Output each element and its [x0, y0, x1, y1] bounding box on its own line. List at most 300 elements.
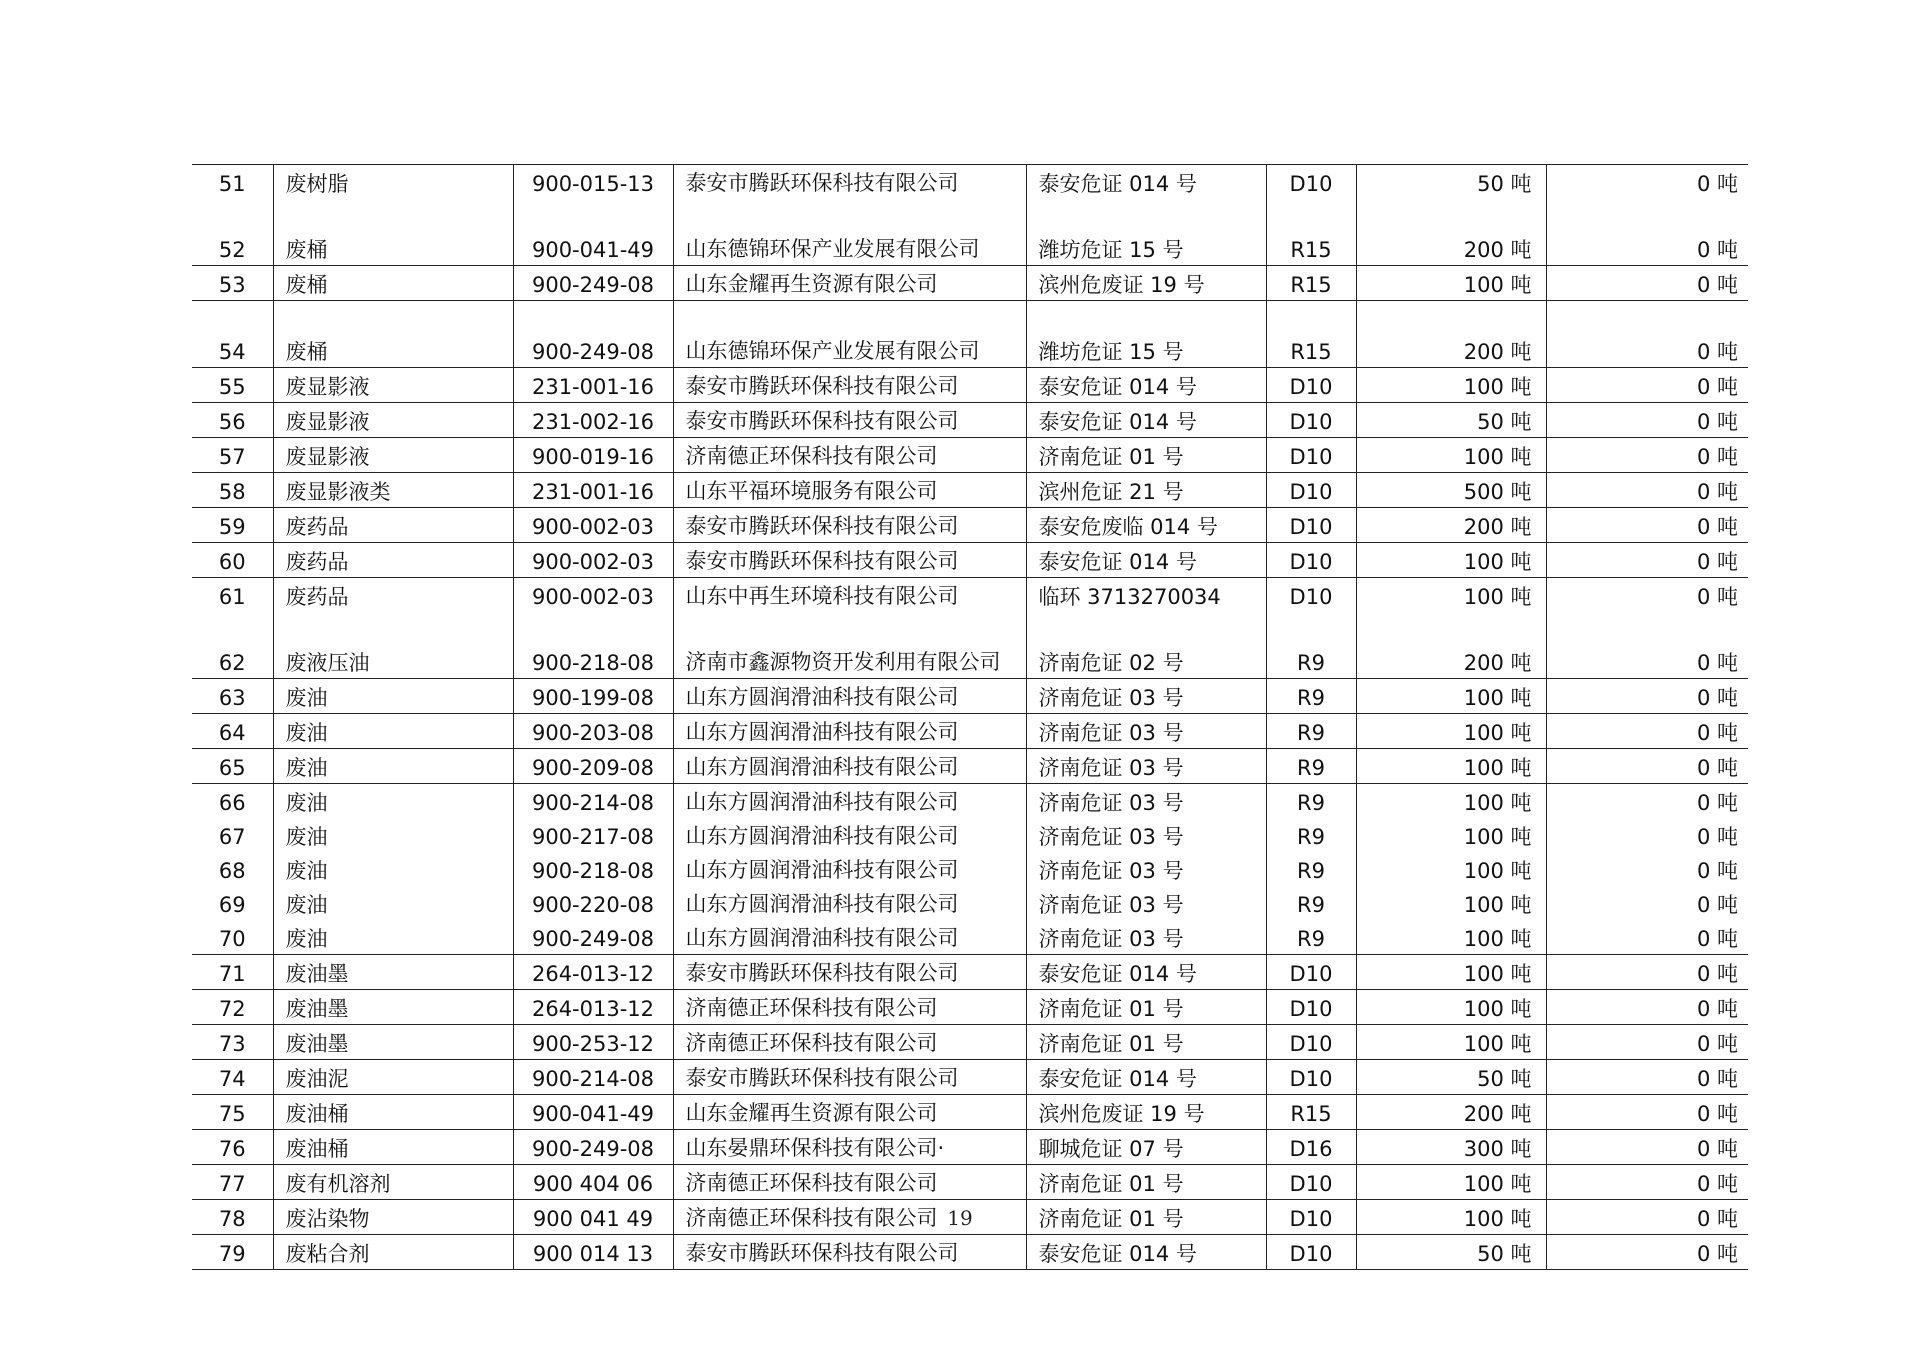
disposal-method-cell — [1266, 1095, 1356, 1130]
row-number: 71 — [218, 962, 246, 986]
license-number: 潍坊危证 15 号 — [1038, 340, 1184, 364]
disposal-method: R9 — [1297, 721, 1325, 745]
license-number: 济南危证 03 号 — [1038, 859, 1184, 883]
disposal-company: 山东德锦环保产业发展有限公司 — [685, 237, 980, 261]
disposal-company: 泰安市腾跃环保科技有限公司 — [685, 961, 959, 985]
waste-code: 900 404 06 — [532, 1172, 654, 1196]
license-number: 泰安危证 014 号 — [1038, 550, 1197, 574]
amount-cell — [1356, 473, 1546, 508]
disposal-company: 济南德正环保科技有限公司 — [685, 1206, 938, 1230]
waste-code-cell — [513, 886, 673, 920]
disposal-company-cell — [673, 403, 1026, 438]
waste-name-cell — [273, 543, 513, 578]
waste-code-cell — [513, 990, 673, 1025]
amount-cell — [1356, 1165, 1546, 1200]
row-number: 51 — [218, 172, 246, 196]
license-number-cell — [1026, 920, 1266, 955]
amount-cell — [1356, 543, 1546, 578]
amount: 100 吨 — [1463, 686, 1532, 710]
disposal-method: R15 — [1290, 1102, 1332, 1126]
remaining-amount: 0 吨 — [1696, 927, 1738, 951]
disposal-company-cell — [673, 266, 1026, 301]
amount-cell — [1356, 199, 1546, 266]
waste-code-cell — [513, 508, 673, 543]
row-number-cell — [192, 990, 273, 1025]
waste-code: 900-249-08 — [531, 273, 655, 297]
table-row — [192, 1235, 1748, 1270]
waste-code: 900-217-08 — [531, 825, 655, 849]
disposal-method-cell — [1266, 301, 1356, 368]
disposal-method: R9 — [1297, 825, 1325, 849]
row-number-cell — [192, 784, 273, 819]
disposal-method: R9 — [1297, 859, 1325, 883]
waste-name: 废油泥 — [285, 1067, 349, 1091]
disposal-company-cell — [673, 473, 1026, 508]
waste-name: 废油桶 — [285, 1102, 349, 1126]
remaining-amount-cell — [1546, 473, 1748, 508]
waste-code: 900-218-08 — [531, 859, 655, 883]
disposal-method: D10 — [1289, 445, 1333, 469]
waste-code-cell — [513, 749, 673, 784]
waste-name: 废油 — [285, 859, 328, 883]
row-number: 58 — [218, 480, 246, 504]
row-number: 66 — [218, 791, 246, 815]
license-number-cell — [1026, 990, 1266, 1025]
disposal-company: 山东方圆润滑油科技有限公司 — [685, 755, 959, 779]
row-number-cell — [192, 199, 273, 266]
amount-cell — [1356, 920, 1546, 955]
waste-code-cell — [513, 199, 673, 266]
remaining-amount-cell — [1546, 1060, 1748, 1095]
amount: 100 吨 — [1463, 1207, 1532, 1231]
disposal-company-cell — [673, 990, 1026, 1025]
row-number: 60 — [218, 550, 246, 574]
amount: 100 吨 — [1463, 585, 1532, 609]
license-number-cell — [1026, 403, 1266, 438]
disposal-company-cell — [673, 1165, 1026, 1200]
amount: 100 吨 — [1463, 893, 1532, 917]
disposal-company-cell — [673, 955, 1026, 990]
remaining-amount-cell — [1546, 578, 1748, 613]
row-number-cell — [192, 1095, 273, 1130]
waste-code: 900-214-08 — [531, 1067, 655, 1091]
waste-code-cell — [513, 784, 673, 819]
remaining-amount: 0 吨 — [1696, 273, 1738, 297]
disposal-method: R9 — [1297, 791, 1325, 815]
license-number: 济南危证 02 号 — [1038, 651, 1184, 675]
remaining-amount-cell — [1546, 612, 1748, 679]
amount: 100 吨 — [1463, 1032, 1532, 1056]
waste-name-cell — [273, 920, 513, 955]
license-number: 滨州危废证 19 号 — [1038, 1102, 1205, 1126]
waste-name-cell — [273, 508, 513, 543]
waste-name: 废油 — [285, 721, 328, 745]
disposal-company-cell — [673, 714, 1026, 749]
row-number: 78 — [218, 1207, 246, 1231]
disposal-method: R9 — [1297, 756, 1325, 780]
remaining-amount: 0 吨 — [1696, 791, 1738, 815]
waste-code-cell — [513, 955, 673, 990]
license-number-cell — [1026, 266, 1266, 301]
waste-name-cell — [273, 403, 513, 438]
disposal-method-cell — [1266, 784, 1356, 819]
remaining-amount-cell — [1546, 714, 1748, 749]
amount: 200 吨 — [1463, 515, 1532, 539]
waste-name-cell — [273, 749, 513, 784]
license-number: 济南危证 03 号 — [1038, 756, 1184, 780]
disposal-company-cell — [673, 1130, 1026, 1165]
waste-name: 废油桶 — [285, 1137, 349, 1161]
row-number: 56 — [218, 410, 246, 434]
row-number: 53 — [218, 273, 246, 297]
license-number-cell — [1026, 852, 1266, 886]
amount: 100 吨 — [1463, 756, 1532, 780]
remaining-amount: 0 吨 — [1696, 515, 1738, 539]
disposal-method: D10 — [1289, 585, 1333, 609]
table-row — [192, 543, 1748, 578]
disposal-company: 山东方圆润滑油科技有限公司 — [685, 790, 959, 814]
amount: 100 吨 — [1463, 721, 1532, 745]
amount: 100 吨 — [1463, 791, 1532, 815]
row-number: 75 — [218, 1102, 246, 1126]
waste-code-cell — [513, 403, 673, 438]
amount-cell — [1356, 679, 1546, 714]
disposal-company: 山东晏鼎环保科技有限公司· — [685, 1136, 945, 1160]
disposal-company: 山东方圆润滑油科技有限公司 — [685, 926, 959, 950]
disposal-method: D10 — [1289, 550, 1333, 574]
disposal-method: D10 — [1289, 1172, 1333, 1196]
license-number-cell — [1026, 679, 1266, 714]
waste-name: 废油 — [285, 893, 328, 917]
waste-code-cell — [513, 1165, 673, 1200]
license-number-cell — [1026, 955, 1266, 990]
waste-code: 900-002-03 — [531, 585, 655, 609]
amount-cell — [1356, 1060, 1546, 1095]
license-number-cell — [1026, 438, 1266, 473]
row-number-cell — [192, 1060, 273, 1095]
waste-code-cell — [513, 714, 673, 749]
row-number-cell — [192, 543, 273, 578]
waste-code: 231-001-16 — [531, 375, 655, 399]
disposal-method: D10 — [1289, 997, 1333, 1021]
remaining-amount: 0 吨 — [1696, 445, 1738, 469]
amount: 100 吨 — [1463, 927, 1532, 951]
amount: 100 吨 — [1463, 550, 1532, 574]
amount-cell — [1356, 612, 1546, 679]
waste-code: 231-001-16 — [531, 480, 655, 504]
waste-name: 废油 — [285, 791, 328, 815]
waste-name: 废油墨 — [285, 962, 349, 986]
remaining-amount: 0 吨 — [1696, 1242, 1738, 1266]
disposal-method-cell — [1266, 543, 1356, 578]
waste-code-cell — [513, 266, 673, 301]
waste-name: 废药品 — [285, 550, 349, 574]
disposal-company: 山东德锦环保产业发展有限公司 — [685, 339, 980, 363]
disposal-method-cell — [1266, 438, 1356, 473]
amount: 100 吨 — [1463, 962, 1532, 986]
amount-cell — [1356, 438, 1546, 473]
disposal-company-cell — [673, 301, 1026, 368]
remaining-amount: 0 吨 — [1696, 997, 1738, 1021]
amount-cell — [1356, 852, 1546, 886]
license-number-cell — [1026, 165, 1266, 200]
row-number-cell — [192, 508, 273, 543]
remaining-amount: 0 吨 — [1696, 893, 1738, 917]
waste-name-cell — [273, 818, 513, 852]
waste-name: 废有机溶剂 — [285, 1172, 391, 1196]
remaining-amount-cell — [1546, 1165, 1748, 1200]
amount-cell — [1356, 165, 1546, 200]
disposal-method-cell — [1266, 1235, 1356, 1270]
disposal-method-cell — [1266, 1165, 1356, 1200]
row-number-cell — [192, 1235, 273, 1270]
amount-cell — [1356, 368, 1546, 403]
license-number: 泰安危证 014 号 — [1038, 172, 1197, 196]
waste-name: 废油 — [285, 825, 328, 849]
waste-name: 废油墨 — [285, 1032, 349, 1056]
page-number: 19 — [947, 1206, 973, 1230]
waste-disposal-table — [192, 164, 1748, 1270]
remaining-amount-cell — [1546, 438, 1748, 473]
table-row — [192, 852, 1748, 886]
waste-name-cell — [273, 266, 513, 301]
waste-name: 废药品 — [285, 585, 349, 609]
row-number-cell — [192, 266, 273, 301]
remaining-amount-cell — [1546, 955, 1748, 990]
waste-name: 废油 — [285, 686, 328, 710]
row-number-cell — [192, 368, 273, 403]
waste-name: 废桶 — [285, 273, 328, 297]
amount: 100 吨 — [1463, 825, 1532, 849]
remaining-amount-cell — [1546, 508, 1748, 543]
license-number: 滨州危证 21 号 — [1038, 480, 1184, 504]
waste-name: 废桶 — [285, 238, 328, 262]
license-number-cell — [1026, 714, 1266, 749]
license-number: 泰安危证 014 号 — [1038, 375, 1197, 399]
waste-name-cell — [273, 679, 513, 714]
waste-code: 900-002-03 — [531, 515, 655, 539]
remaining-amount-cell — [1546, 199, 1748, 266]
waste-name-cell — [273, 1235, 513, 1270]
license-number-cell — [1026, 473, 1266, 508]
waste-name-cell — [273, 886, 513, 920]
disposal-method-cell — [1266, 679, 1356, 714]
amount-cell — [1356, 1130, 1546, 1165]
disposal-company: 山东金耀再生资源有限公司 — [685, 272, 938, 296]
disposal-company-cell — [673, 784, 1026, 819]
license-number: 泰安危证 014 号 — [1038, 1242, 1197, 1266]
amount: 200 吨 — [1463, 340, 1532, 364]
waste-name: 废显影液 — [285, 375, 370, 399]
table-row — [192, 749, 1748, 784]
remaining-amount-cell — [1546, 403, 1748, 438]
waste-name-cell — [273, 784, 513, 819]
disposal-company-cell — [673, 508, 1026, 543]
waste-name-cell — [273, 612, 513, 679]
waste-code-cell — [513, 679, 673, 714]
disposal-method: R9 — [1297, 927, 1325, 951]
license-number-cell — [1026, 578, 1266, 613]
remaining-amount: 0 吨 — [1696, 340, 1738, 364]
row-number: 68 — [218, 859, 246, 883]
remaining-amount-cell — [1546, 920, 1748, 955]
remaining-amount-cell — [1546, 1235, 1748, 1270]
waste-name: 废油 — [285, 756, 328, 780]
disposal-method-cell — [1266, 1060, 1356, 1095]
disposal-company: 泰安市腾跃环保科技有限公司 — [685, 1241, 959, 1265]
disposal-method: D10 — [1289, 480, 1333, 504]
waste-code-cell — [513, 818, 673, 852]
disposal-company: 济南德正环保科技有限公司 — [685, 1031, 938, 1055]
amount: 100 吨 — [1463, 1172, 1532, 1196]
row-number: 57 — [218, 445, 246, 469]
table-row — [192, 165, 1748, 200]
disposal-method-cell — [1266, 612, 1356, 679]
license-number: 泰安危证 014 号 — [1038, 410, 1197, 434]
table-row — [192, 612, 1748, 679]
disposal-company: 山东方圆润滑油科技有限公司 — [685, 685, 959, 709]
amount: 100 吨 — [1463, 445, 1532, 469]
amount-cell — [1356, 955, 1546, 990]
license-number-cell — [1026, 1165, 1266, 1200]
amount-cell — [1356, 886, 1546, 920]
license-number-cell — [1026, 749, 1266, 784]
table-row — [192, 818, 1748, 852]
disposal-company: 济南德正环保科技有限公司 — [685, 1171, 938, 1195]
table-row — [192, 438, 1748, 473]
waste-code: 231-002-16 — [531, 410, 655, 434]
disposal-method-cell — [1266, 990, 1356, 1025]
disposal-method-cell — [1266, 368, 1356, 403]
remaining-amount: 0 吨 — [1696, 686, 1738, 710]
license-number-cell — [1026, 784, 1266, 819]
disposal-company-cell — [673, 1235, 1026, 1270]
waste-code: 900-199-08 — [531, 686, 655, 710]
row-number: 59 — [218, 515, 246, 539]
remaining-amount-cell — [1546, 784, 1748, 819]
row-number-cell — [192, 301, 273, 368]
amount: 300 吨 — [1463, 1137, 1532, 1161]
amount-cell — [1356, 266, 1546, 301]
amount-cell — [1356, 578, 1546, 613]
remaining-amount: 0 吨 — [1696, 651, 1738, 675]
waste-name: 废桶 — [285, 340, 328, 364]
waste-code-cell — [513, 852, 673, 886]
disposal-method-cell — [1266, 403, 1356, 438]
license-number: 济南危证 01 号 — [1038, 997, 1184, 1021]
waste-name: 废油 — [285, 927, 328, 951]
waste-code: 264-013-12 — [531, 962, 655, 986]
waste-code: 264-013-12 — [531, 997, 655, 1021]
disposal-company: 泰安市腾跃环保科技有限公司 — [685, 171, 959, 195]
waste-code-cell — [513, 1095, 673, 1130]
waste-name-cell — [273, 955, 513, 990]
remaining-amount-cell — [1546, 1025, 1748, 1060]
license-number-cell — [1026, 368, 1266, 403]
disposal-method: D10 — [1289, 410, 1333, 434]
disposal-company-cell — [673, 543, 1026, 578]
disposal-method: R15 — [1290, 340, 1332, 364]
disposal-method: D10 — [1289, 1067, 1333, 1091]
disposal-method: D10 — [1289, 1207, 1333, 1231]
disposal-method-cell — [1266, 165, 1356, 200]
waste-code: 900-041-49 — [531, 238, 655, 262]
license-number-cell — [1026, 301, 1266, 368]
amount-cell — [1356, 749, 1546, 784]
disposal-method-cell — [1266, 852, 1356, 886]
remaining-amount: 0 吨 — [1696, 721, 1738, 745]
row-number: 77 — [218, 1172, 246, 1196]
remaining-amount: 0 吨 — [1696, 585, 1738, 609]
remaining-amount: 0 吨 — [1696, 172, 1738, 196]
amount: 500 吨 — [1463, 480, 1532, 504]
row-number: 55 — [218, 375, 246, 399]
amount: 100 吨 — [1463, 375, 1532, 399]
row-number: 64 — [218, 721, 246, 745]
disposal-method-cell — [1266, 955, 1356, 990]
license-number-cell — [1026, 1095, 1266, 1130]
waste-name-cell — [273, 1025, 513, 1060]
table-row — [192, 368, 1748, 403]
row-number-cell — [192, 473, 273, 508]
remaining-amount: 0 吨 — [1696, 1172, 1738, 1196]
license-number-cell — [1026, 508, 1266, 543]
disposal-method: R9 — [1297, 686, 1325, 710]
waste-code: 900-015-13 — [531, 172, 655, 196]
remaining-amount-cell — [1546, 852, 1748, 886]
disposal-company-cell — [673, 1025, 1026, 1060]
amount-cell — [1356, 784, 1546, 819]
disposal-company: 泰安市腾跃环保科技有限公司 — [685, 1066, 959, 1090]
waste-name-cell — [273, 1095, 513, 1130]
disposal-method-cell — [1266, 473, 1356, 508]
table-row — [192, 508, 1748, 543]
disposal-company: 山东方圆润滑油科技有限公司 — [685, 858, 959, 882]
disposal-method-cell — [1266, 714, 1356, 749]
license-number: 济南危证 01 号 — [1038, 1032, 1184, 1056]
remaining-amount-cell — [1546, 679, 1748, 714]
waste-name-cell — [273, 1060, 513, 1095]
license-number: 泰安危废临 014 号 — [1038, 515, 1218, 539]
remaining-amount: 0 吨 — [1696, 1207, 1738, 1231]
waste-code-cell — [513, 165, 673, 200]
waste-name-cell — [273, 1165, 513, 1200]
disposal-method: D10 — [1289, 962, 1333, 986]
amount: 200 吨 — [1463, 651, 1532, 675]
table-row — [192, 886, 1748, 920]
disposal-method: R15 — [1290, 273, 1332, 297]
waste-name: 废显影液 — [285, 445, 370, 469]
amount-cell — [1356, 1095, 1546, 1130]
waste-code: 900 041 49 — [532, 1207, 654, 1231]
amount-cell — [1356, 990, 1546, 1025]
remaining-amount-cell — [1546, 886, 1748, 920]
row-number-cell — [192, 1130, 273, 1165]
disposal-company: 济南市鑫源物资开发利用有限公司 — [685, 650, 1001, 674]
waste-code: 900-203-08 — [531, 721, 655, 745]
table-row — [192, 990, 1748, 1025]
remaining-amount: 0 吨 — [1696, 238, 1738, 262]
license-number: 滨州危废证 19 号 — [1038, 273, 1205, 297]
remaining-amount: 0 吨 — [1696, 825, 1738, 849]
amount: 200 吨 — [1463, 1102, 1532, 1126]
disposal-method: D16 — [1289, 1137, 1333, 1161]
waste-name-cell — [273, 1130, 513, 1165]
license-number-cell — [1026, 543, 1266, 578]
table-row — [192, 679, 1748, 714]
amount: 50 吨 — [1477, 172, 1532, 196]
disposal-company-cell — [673, 920, 1026, 955]
